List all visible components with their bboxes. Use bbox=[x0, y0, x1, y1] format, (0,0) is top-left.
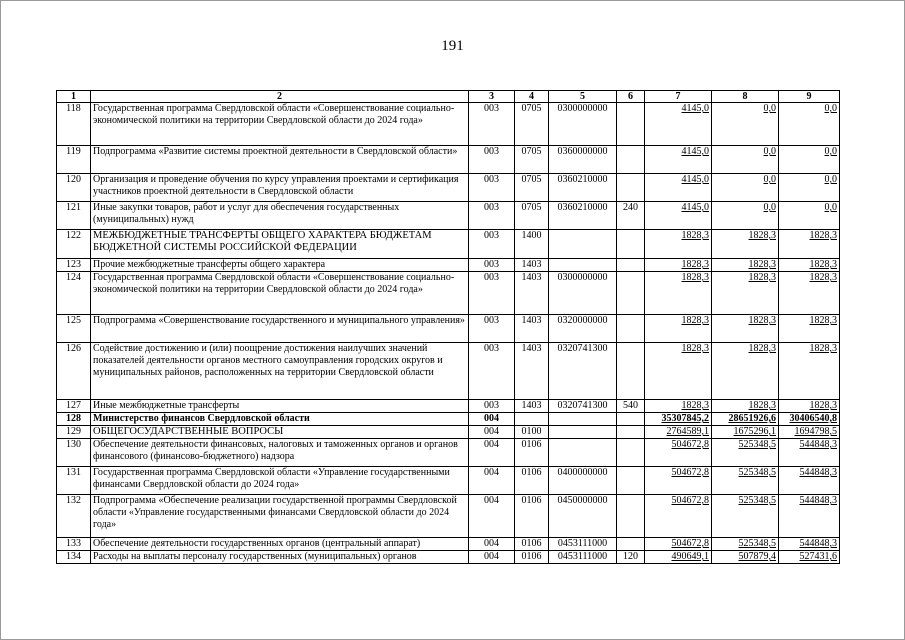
row-value-8: 507879,4 bbox=[738, 551, 776, 562]
header-row bbox=[57, 91, 840, 103]
row-code-3: 004 bbox=[469, 551, 515, 564]
header-col-2: 2 bbox=[91, 91, 469, 103]
row-code-4: 0705 bbox=[515, 146, 549, 174]
row-number: 127 bbox=[57, 400, 91, 413]
row-code-5: 0360210000 bbox=[549, 202, 617, 230]
row-value-9: 544848,3 bbox=[799, 467, 837, 478]
row-number: 126 bbox=[57, 343, 91, 400]
row-value-9: 30406540,8 bbox=[789, 413, 837, 424]
row-value-7: 4145,0 bbox=[681, 103, 709, 114]
row-code-6 bbox=[617, 426, 645, 439]
row-value-8: 1828,3 bbox=[748, 315, 776, 326]
table-body bbox=[57, 103, 840, 564]
row-code-3: 003 bbox=[469, 343, 515, 400]
row-name: Министерство финансов Свердловской области bbox=[91, 413, 469, 426]
row-code-5 bbox=[549, 259, 617, 272]
row-code-6 bbox=[617, 174, 645, 202]
row-code-5: 0400000000 bbox=[549, 467, 617, 495]
row-number: 124 bbox=[57, 272, 91, 315]
row-value-9: 1828,3 bbox=[809, 230, 837, 241]
row-value-8: 1828,3 bbox=[748, 230, 776, 241]
row-name: Государственная программа Свердловской области «Совершенствование социально-экономической политики на территории Свердловской области до 2024 года» bbox=[91, 103, 469, 146]
row-code-5 bbox=[549, 230, 617, 259]
row-value-7: 4145,0 bbox=[681, 202, 709, 213]
row-value-8: 1828,3 bbox=[748, 259, 776, 270]
row-code-6 bbox=[617, 413, 645, 426]
row-code-3: 003 bbox=[469, 259, 515, 272]
row-code-3: 003 bbox=[469, 230, 515, 259]
row-code-6 bbox=[617, 272, 645, 315]
row-name: Государственная программа Свердловской области «Управление государственными финансами Свердловской области до 2024 года» bbox=[91, 467, 469, 495]
row-value-8: 0,0 bbox=[763, 174, 776, 185]
row-name: Подпрограмма «Совершенствование государственного и муниципального управления» bbox=[91, 315, 469, 343]
row-value-9: 1828,3 bbox=[809, 315, 837, 326]
table-row bbox=[57, 426, 840, 439]
row-name: Подпрограмма «Обеспечение реализации государственной программы Свердловской области «Управление государственными финансами Свердловской области до 2024 года» bbox=[91, 495, 469, 538]
table-row bbox=[57, 495, 840, 538]
row-value-8: 525348,5 bbox=[738, 439, 776, 450]
row-value-9: 527431,6 bbox=[799, 551, 837, 562]
table-row bbox=[57, 413, 840, 426]
row-code-5: 0453111000 bbox=[549, 551, 617, 564]
row-value-9: 0,0 bbox=[824, 146, 837, 157]
row-code-5: 0453111000 bbox=[549, 538, 617, 551]
row-value-7: 35307845,2 bbox=[661, 413, 709, 424]
row-code-5: 0300000000 bbox=[549, 272, 617, 315]
row-value-7: 1828,3 bbox=[681, 315, 709, 326]
row-code-3: 004 bbox=[469, 538, 515, 551]
row-code-3: 003 bbox=[469, 400, 515, 413]
row-value-7: 1828,3 bbox=[681, 343, 709, 354]
table-row bbox=[57, 259, 840, 272]
row-value-7: 1828,3 bbox=[681, 259, 709, 270]
row-code-5: 0450000000 bbox=[549, 495, 617, 538]
row-code-6 bbox=[617, 146, 645, 174]
header-col-3: 3 bbox=[469, 91, 515, 103]
row-value-7: 1828,3 bbox=[681, 230, 709, 241]
row-value-7: 1828,3 bbox=[681, 272, 709, 283]
table-row bbox=[57, 315, 840, 343]
row-value-7: 504672,8 bbox=[671, 439, 709, 450]
row-code-4: 0106 bbox=[515, 551, 549, 564]
row-code-4: 0705 bbox=[515, 103, 549, 146]
table-row bbox=[57, 551, 840, 564]
row-code-3: 003 bbox=[469, 272, 515, 315]
row-number: 125 bbox=[57, 315, 91, 343]
row-number: 129 bbox=[57, 426, 91, 439]
row-code-4: 0106 bbox=[515, 439, 549, 467]
row-code-4 bbox=[515, 413, 549, 426]
table-row bbox=[57, 202, 840, 230]
row-code-4: 1403 bbox=[515, 315, 549, 343]
row-code-4: 0100 bbox=[515, 426, 549, 439]
row-name: Прочие межбюджетные трансферты общего характера bbox=[91, 259, 469, 272]
row-code-5: 0360210000 bbox=[549, 174, 617, 202]
row-value-7: 504672,8 bbox=[671, 538, 709, 549]
row-name: МЕЖБЮДЖЕТНЫЕ ТРАНСФЕРТЫ ОБЩЕГО ХАРАКТЕРА БЮДЖЕТАМ БЮДЖЕТНОЙ СИСТЕМЫ РОССИЙСКОЙ ФЕДЕРАЦИИ bbox=[91, 230, 469, 259]
budget-table bbox=[56, 90, 840, 564]
row-number: 128 bbox=[57, 413, 91, 426]
row-value-8: 525348,5 bbox=[738, 467, 776, 478]
row-value-7: 2764589,1 bbox=[666, 426, 709, 437]
row-value-8: 28651926,6 bbox=[728, 413, 776, 424]
row-code-6 bbox=[617, 315, 645, 343]
row-value-9: 1828,3 bbox=[809, 343, 837, 354]
row-number: 133 bbox=[57, 538, 91, 551]
table-row bbox=[57, 103, 840, 146]
row-code-3: 004 bbox=[469, 495, 515, 538]
row-value-7: 504672,8 bbox=[671, 467, 709, 478]
row-code-5 bbox=[549, 439, 617, 467]
row-code-3: 004 bbox=[469, 467, 515, 495]
row-value-9: 0,0 bbox=[824, 174, 837, 185]
row-name: ОБЩЕГОСУДАРСТВЕННЫЕ ВОПРОСЫ bbox=[91, 426, 469, 439]
row-value-7: 4145,0 bbox=[681, 174, 709, 185]
row-name: Государственная программа Свердловской области «Совершенствование социально-экономической политики на территории Свердловской области до 2024 года» bbox=[91, 272, 469, 315]
row-number: 132 bbox=[57, 495, 91, 538]
table-row bbox=[57, 230, 840, 259]
row-value-9: 544848,3 bbox=[799, 495, 837, 506]
row-code-4: 0106 bbox=[515, 467, 549, 495]
row-code-5 bbox=[549, 413, 617, 426]
row-code-6 bbox=[617, 439, 645, 467]
row-number: 134 bbox=[57, 551, 91, 564]
row-code-3: 003 bbox=[469, 174, 515, 202]
page-number: 191 bbox=[441, 38, 464, 54]
row-number: 130 bbox=[57, 439, 91, 467]
header-col-1: 1 bbox=[57, 91, 91, 103]
row-code-5: 0320741300 bbox=[549, 343, 617, 400]
table-row bbox=[57, 538, 840, 551]
table-row bbox=[57, 272, 840, 315]
row-value-8: 1828,3 bbox=[748, 343, 776, 354]
row-code-5: 0360000000 bbox=[549, 146, 617, 174]
row-value-9: 544848,3 bbox=[799, 538, 837, 549]
row-code-4: 1403 bbox=[515, 400, 549, 413]
row-code-6 bbox=[617, 538, 645, 551]
table-row bbox=[57, 174, 840, 202]
row-code-4: 1403 bbox=[515, 343, 549, 400]
row-value-9: 1828,3 bbox=[809, 272, 837, 283]
row-value-9: 0,0 bbox=[824, 103, 837, 114]
row-code-6: 540 bbox=[617, 400, 645, 413]
row-code-5 bbox=[549, 426, 617, 439]
row-name: Иные межбюджетные трансферты bbox=[91, 400, 469, 413]
row-number: 118 bbox=[57, 103, 91, 146]
row-code-6 bbox=[617, 259, 645, 272]
row-value-8: 1675296,1 bbox=[733, 426, 776, 437]
header-col-4: 4 bbox=[515, 91, 549, 103]
table-row bbox=[57, 467, 840, 495]
row-code-6 bbox=[617, 495, 645, 538]
row-code-4: 0705 bbox=[515, 202, 549, 230]
row-value-9: 1828,3 bbox=[809, 400, 837, 411]
header-col-8: 8 bbox=[712, 91, 779, 103]
row-number: 120 bbox=[57, 174, 91, 202]
row-value-8: 525348,5 bbox=[738, 538, 776, 549]
row-value-7: 490649,1 bbox=[671, 551, 709, 562]
row-code-3: 003 bbox=[469, 315, 515, 343]
row-name: Организация и проведение обучения по курсу управления проектами и сертификация участников проектной деятельности в Свердловской области bbox=[91, 174, 469, 202]
row-code-3: 003 bbox=[469, 202, 515, 230]
row-code-3: 004 bbox=[469, 413, 515, 426]
row-value-7: 504672,8 bbox=[671, 495, 709, 506]
row-value-8: 0,0 bbox=[763, 202, 776, 213]
row-value-7: 4145,0 bbox=[681, 146, 709, 157]
row-value-9: 544848,3 bbox=[799, 439, 837, 450]
row-code-4: 1403 bbox=[515, 259, 549, 272]
row-name: Содействие достижению и (или) поощрение достижения наилучших значений показателей деятельности органов местного самоуправления городских округов и муниципальных районов, расположенных на территории Свердловской области bbox=[91, 343, 469, 400]
row-code-4: 0106 bbox=[515, 495, 549, 538]
row-code-3: 003 bbox=[469, 146, 515, 174]
row-number: 119 bbox=[57, 146, 91, 174]
table-row bbox=[57, 146, 840, 174]
row-code-3: 003 bbox=[469, 103, 515, 146]
table-row bbox=[57, 343, 840, 400]
row-name: Обеспечение деятельности государственных органов (центральный аппарат) bbox=[91, 538, 469, 551]
row-value-7: 1828,3 bbox=[681, 400, 709, 411]
row-value-9: 1828,3 bbox=[809, 259, 837, 270]
table-row bbox=[57, 400, 840, 413]
row-number: 123 bbox=[57, 259, 91, 272]
row-code-3: 004 bbox=[469, 439, 515, 467]
row-code-4: 0705 bbox=[515, 174, 549, 202]
row-number: 121 bbox=[57, 202, 91, 230]
header-col-7: 7 bbox=[645, 91, 712, 103]
row-code-5: 0300000000 bbox=[549, 103, 617, 146]
header-col-6: 6 bbox=[617, 91, 645, 103]
row-code-5: 0320741300 bbox=[549, 400, 617, 413]
row-name: Обеспечение деятельности финансовых, налоговых и таможенных органов и органов финансового (финансово-бюджетного) надзора bbox=[91, 439, 469, 467]
row-code-5: 0320000000 bbox=[549, 315, 617, 343]
row-code-6 bbox=[617, 230, 645, 259]
row-code-6 bbox=[617, 467, 645, 495]
row-code-3: 004 bbox=[469, 426, 515, 439]
row-name: Иные закупки товаров, работ и услуг для обеспечения государственных (муниципальных) нужд bbox=[91, 202, 469, 230]
row-value-8: 1828,3 bbox=[748, 400, 776, 411]
row-code-6: 120 bbox=[617, 551, 645, 564]
row-value-9: 0,0 bbox=[824, 202, 837, 213]
row-value-9: 1694798,5 bbox=[794, 426, 837, 437]
table-row bbox=[57, 439, 840, 467]
row-code-6 bbox=[617, 343, 645, 400]
row-name: Подпрограмма «Развитие системы проектной деятельности в Свердловской области» bbox=[91, 146, 469, 174]
row-number: 122 bbox=[57, 230, 91, 259]
row-number: 131 bbox=[57, 467, 91, 495]
row-name: Расходы на выплаты персоналу государственных (муниципальных) органов bbox=[91, 551, 469, 564]
row-code-6: 240 bbox=[617, 202, 645, 230]
row-value-8: 0,0 bbox=[763, 146, 776, 157]
row-value-8: 0,0 bbox=[763, 103, 776, 114]
row-code-4: 1403 bbox=[515, 272, 549, 315]
row-value-8: 1828,3 bbox=[748, 272, 776, 283]
row-code-4: 1400 bbox=[515, 230, 549, 259]
row-value-8: 525348,5 bbox=[738, 495, 776, 506]
header-col-9: 9 bbox=[779, 91, 840, 103]
row-code-6 bbox=[617, 103, 645, 146]
header-col-5: 5 bbox=[549, 91, 617, 103]
row-code-4: 0106 bbox=[515, 538, 549, 551]
